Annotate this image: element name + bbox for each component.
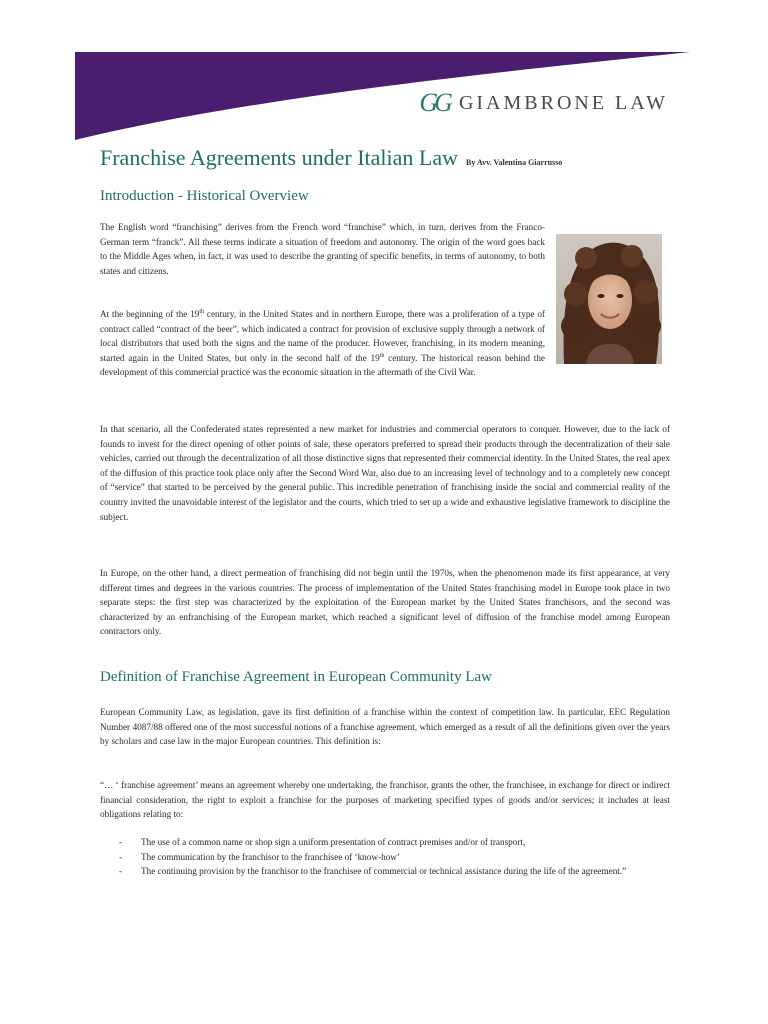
paragraph-definition-1: European Community Law, as legislation, gave its first definition of a franchise within the context of competition law. In particular, EEC Regulation Number 4087/88 offered one of the most successful notions of a franchise agreement, which emerged as a result of all the definitions given over the years by scholars and case law in the major European countries. This definition is: [100, 707, 670, 747]
paragraph-definition-quote: “… ‘ franchise agreement’ means an agreement whereby one undertaking, the franchisor, grants the other, the franchisee, in exchange for direct or indirect financial consideration, the right to exploit a franchise for the purposes of marketing specified types of goods and/or services; it includes at least obligations relating to: [100, 780, 670, 820]
title-row [100, 145, 700, 171]
list-item: - The use of a common name or shop sign a uniform presentation of contract premises and/or of transport, [119, 837, 526, 847]
logo-text: GIAMBRONE LAW [458, 91, 668, 114]
paragraph-intro-3: In that scenario, all the Confederated states represented a new market for industries and commercial operators to conquer. However, due to the lack of founds to invest for the direct opening of other points of sale, these operators preferred to spread their products through the decentralization of their sale vehicles, carried out through the decentralization of all those distinctive signs that represented their commercial identity. In the United States, the real apex of the diffusion of this practice took place only after the Second Word War, also due to an increasing level of technology and to a completely new concept of “service” that started to be perceived by the general public. This incredible penetration of franchising inside the social and commercial reality of the country invited the unavoidable interest of the legislator and the courts, which tried to set up a wide and exhaustive legislative framework to discipline the subject. [100, 424, 670, 522]
obligations-list [100, 835, 670, 879]
paragraph-intro-4: In Europe, on the other hand, a direct permeation of franchising did not begin until the 1970s, when the phenomenon made its first appearance, at very different times and degrees in the various countries. The process of implementation of the United States franchising model in Europe took place in two separate steps: the first step was characterized by the exploitation of the European market by the United States franchisors, and the second was characterized by an enfranchising of the European market, which reached a significant level of diffusion of the franchise model among European contractors only. [100, 568, 670, 637]
portrait-image [556, 234, 662, 364]
author-portrait [556, 234, 662, 364]
section-heading-introduction: Introduction - Historical Overview [100, 188, 309, 204]
paragraph-intro-2: At the beginning of the 19th century, in the United States and in northern Europe, there was a proliferation of a type of contract called “contract of the beer”, which indicated a contract for provision of exclusive supply through a network of local distributors that used both the signs and the name of the producer. However, franchising, in its modern meaning, started again in the United States, but only in the second half of the 19th century. The historical reason behind the development of this commercial practice was the economic situation in the aftermath of the Civil War. [100, 308, 545, 378]
company-logo [419, 90, 668, 116]
section-heading-definition: Definition of Franchise Agreement in European Community Law [100, 669, 492, 685]
list-item: - The continuing provision by the franchisor to the franchisee of commercial or technical assistance during the life of the agreement.” [119, 866, 627, 877]
list-item: - The communication by the franchisor to the franchisee of ‘know-how’ [119, 851, 400, 862]
page-title: Franchise Agreements under Italian Law [100, 145, 458, 170]
logo-monogram: GG [419, 88, 449, 117]
paragraph-intro-1: The English word “franchising” derives from the French word “franchise” which, in turn, derives from the Franco-German term “franck”. All these terms indicate a situation of freedom and autonomy. The origin of the word goes back to the Middle Ages when, in fact, it was used to describe the granting of specific benefits, in terms of autonomy, to both states and citizens. [100, 222, 545, 276]
header-banner [0, 0, 768, 150]
author-byline: By Avv. Valentina Giarrusso [465, 158, 563, 167]
